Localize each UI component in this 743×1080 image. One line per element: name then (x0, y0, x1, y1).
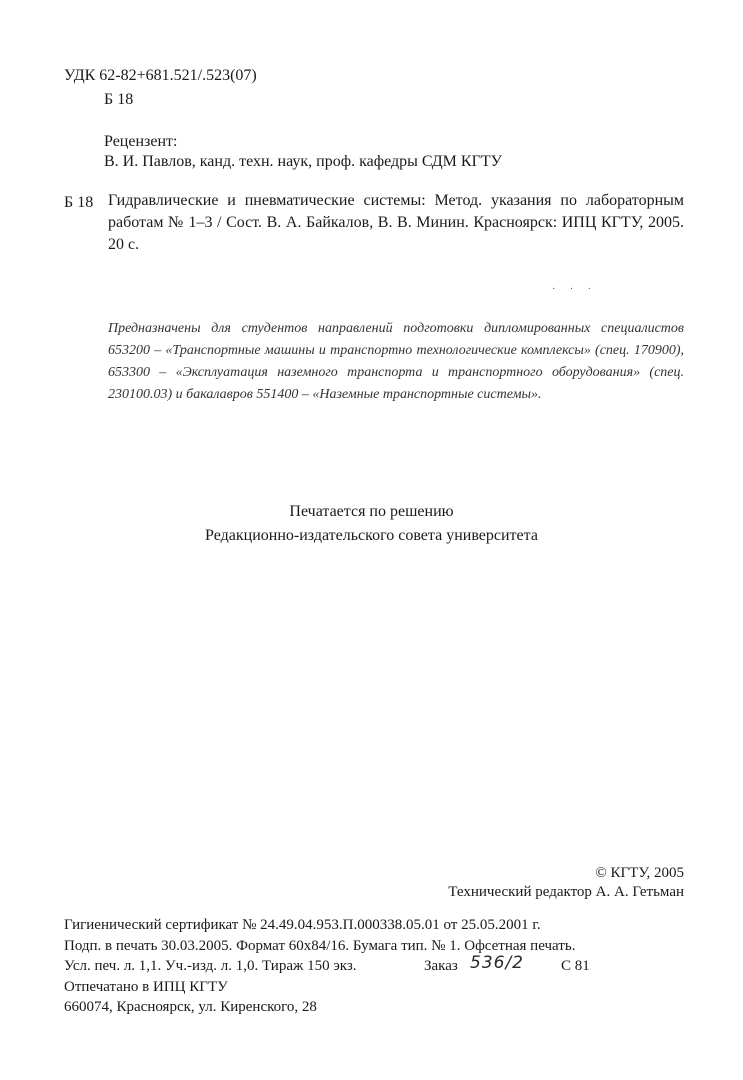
order-label: Заказ (424, 958, 458, 974)
approval-line-1: Печатается по решению (289, 503, 454, 520)
imprint-line-3: Усл. печ. л. 1,1. Уч.-изд. л. 1,0. Тираж 150 экз. (64, 958, 357, 974)
imprint-line-2: Подп. в печать 30.03.2005. Формат 60х84/16. Бумага тип. № 1. Офсетная печать. (64, 938, 576, 954)
copyright-line: © КГТУ, 2005 (595, 865, 684, 881)
reviewer-label: Рецензент: (104, 133, 178, 150)
bbk-code: Б 18 (104, 91, 134, 108)
udc-code: УДК 62-82+681.521/.523(07) (64, 67, 257, 84)
approval-line-2: Редакционно-издательского совета университета (205, 527, 538, 544)
imprint-line-4: Отпечатано в ИПЦ КГТУ (64, 979, 228, 995)
order-number-handwritten: 536/2 (470, 953, 524, 973)
imprint-line-1: Гигиенический сертификат № 24.49.04.953.П.000338.05.01 от 25.05.2001 г. (64, 917, 541, 933)
bib-code: Б 18 (64, 194, 94, 211)
tech-editor-line: Технический редактор А. А. Гетьман (448, 884, 684, 900)
bib-description: Гидравлические и пневматические системы: Метод. указания по лабораторным работам № 1–3 / Сост. В. А. Байкалов, В. В. Минин. Красноярск: ИПЦ КГТУ, 2005. 20 с. (108, 192, 684, 253)
scan-marks: · · · (552, 284, 597, 295)
imprint-line-5: 660074, Красноярск, ул. Киренского, 28 (64, 999, 317, 1015)
copyright-block (448, 864, 684, 902)
approval-block (0, 500, 743, 548)
order-code: С 81 (561, 958, 590, 974)
annotation-text: Предназначены для студентов направлений подготовки дипломированных специалистов 653200 – «Транспортные машины и транспортно технологические комплексы» (спец. 170900), 653300 – «Эксплуатация наземного транспорта и транспортного оборудования» (спец. 230100.03) и бакалавров 551400 – «Наземные транспортные системы». (108, 321, 684, 402)
reviewer-name: В. И. Павлов, канд. техн. наук, проф. кафедры СДМ КГТУ (104, 153, 502, 170)
